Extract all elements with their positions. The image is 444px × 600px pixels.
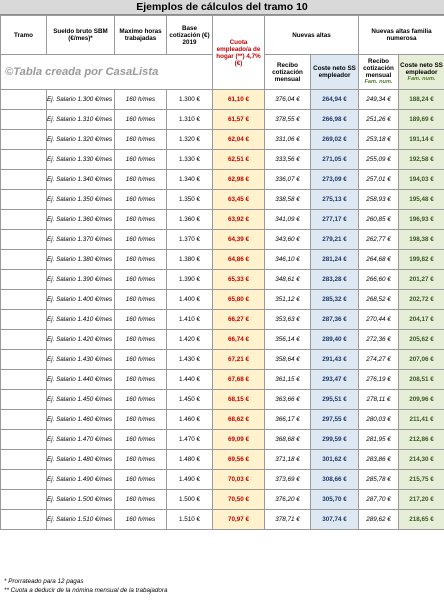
coste-fam-num-cell: 189,69 € — [399, 110, 444, 130]
hours-cell: 160 h/mes — [115, 130, 167, 150]
recibo-cotizacion-cell: 376,04 € — [265, 90, 311, 110]
coste-neto-cell: 287,36 € — [311, 310, 359, 330]
hours-cell: 160 h/mes — [115, 110, 167, 130]
cuota-empleado-cell: 69,09 € — [213, 430, 265, 450]
tramo-cell — [1, 190, 47, 210]
recibo-cotizacion-cell: 343,60 € — [265, 230, 311, 250]
hours-cell: 160 h/mes — [115, 150, 167, 170]
coste-neto-cell: 283,28 € — [311, 270, 359, 290]
footnote-2: ** Cuota a deducir de la nómina mensual de la trabajadora — [4, 587, 168, 594]
header-recibo-num-label: Recibo cotización mensual — [363, 58, 394, 79]
recibo-cotizacion-cell: 358,64 € — [265, 350, 311, 370]
coste-neto-cell: 271,05 € — [311, 150, 359, 170]
base-cotizacion-cell: 1.320 € — [167, 130, 213, 150]
salary-example-cell: Ej. Salario 1.510 €/mes — [47, 510, 115, 530]
table-row — [1, 230, 444, 250]
hours-cell: 160 h/mes — [115, 190, 167, 210]
hours-cell: 160 h/mes — [115, 250, 167, 270]
cuota-empleado-cell: 65,33 € — [213, 270, 265, 290]
hours-cell: 160 h/mes — [115, 170, 167, 190]
cuota-empleado-cell: 66,27 € — [213, 310, 265, 330]
coste-fam-num-cell: 207,06 € — [399, 350, 444, 370]
recibo-fam-num-cell: 264,68 € — [359, 250, 399, 270]
coste-fam-num-cell: 208,51 € — [399, 370, 444, 390]
header-horas: Maximo horas trabajadas — [115, 16, 167, 55]
salary-example-cell: Ej. Salario 1.330 €/mes — [47, 150, 115, 170]
recibo-cotizacion-cell: 378,55 € — [265, 110, 311, 130]
table-row — [1, 310, 444, 330]
coste-neto-cell: 285,32 € — [311, 290, 359, 310]
coste-fam-num-cell: 191,14 € — [399, 130, 444, 150]
header-coste: Coste neto SS empleador — [311, 55, 359, 90]
tramo-cell — [1, 370, 47, 390]
salary-example-cell: Ej. Salario 1.340 €/mes — [47, 170, 115, 190]
hours-cell: 160 h/mes — [115, 230, 167, 250]
recibo-cotizacion-cell: 371,18 € — [265, 450, 311, 470]
tramo-cell — [1, 290, 47, 310]
coste-neto-cell: 289,40 € — [311, 330, 359, 350]
coste-fam-num-cell: 204,17 € — [399, 310, 444, 330]
recibo-cotizacion-cell: 341,09 € — [265, 210, 311, 230]
table-row — [1, 210, 444, 230]
recibo-fam-num-cell: 276,19 € — [359, 370, 399, 390]
recibo-fam-num-cell: 260,85 € — [359, 210, 399, 230]
base-cotizacion-cell: 1.360 € — [167, 210, 213, 230]
base-cotizacion-cell: 1.410 € — [167, 310, 213, 330]
recibo-cotizacion-cell: 378,71 € — [265, 510, 311, 530]
recibo-cotizacion-cell: 336,07 € — [265, 170, 311, 190]
hours-cell: 160 h/mes — [115, 370, 167, 390]
base-cotizacion-cell: 1.330 € — [167, 150, 213, 170]
hours-cell: 160 h/mes — [115, 430, 167, 450]
coste-fam-num-cell: 215,75 € — [399, 470, 444, 490]
salary-example-cell: Ej. Salario 1.420 €/mes — [47, 330, 115, 350]
recibo-fam-num-cell: 268,52 € — [359, 290, 399, 310]
salary-example-cell: Ej. Salario 1.490 €/mes — [47, 470, 115, 490]
cuota-empleado-cell: 63,92 € — [213, 210, 265, 230]
hours-cell: 160 h/mes — [115, 490, 167, 510]
header-coste-num — [399, 55, 444, 90]
salary-example-cell: Ej. Salario 1.470 €/mes — [47, 430, 115, 450]
cuota-empleado-cell: 64,86 € — [213, 250, 265, 270]
tramo-cell — [1, 390, 47, 410]
table-row — [1, 330, 444, 350]
coste-fam-num-cell: 194,03 € — [399, 170, 444, 190]
hours-cell: 160 h/mes — [115, 290, 167, 310]
recibo-fam-num-cell: 258,93 € — [359, 190, 399, 210]
cuota-empleado-cell: 64,39 € — [213, 230, 265, 250]
tramo-cell — [1, 90, 47, 110]
recibo-fam-num-cell: 253,18 € — [359, 130, 399, 150]
header-tramo: Tramo — [1, 16, 47, 55]
tramo-cell — [1, 470, 47, 490]
cuota-empleado-cell: 67,68 € — [213, 370, 265, 390]
tramo-cell — [1, 110, 47, 130]
table-body — [1, 90, 444, 530]
coste-neto-cell: 277,17 € — [311, 210, 359, 230]
hours-cell: 160 h/mes — [115, 350, 167, 370]
base-cotizacion-cell: 1.380 € — [167, 250, 213, 270]
coste-neto-cell: 305,70 € — [311, 490, 359, 510]
salary-example-cell: Ej. Salario 1.390 €/mes — [47, 270, 115, 290]
recibo-fam-num-cell: 249,34 € — [359, 90, 399, 110]
tramo-cell — [1, 430, 47, 450]
tramo-cell — [1, 330, 47, 350]
hours-cell: 160 h/mes — [115, 510, 167, 530]
table-row — [1, 90, 444, 110]
recibo-cotizacion-cell: 366,17 € — [265, 410, 311, 430]
table-row — [1, 130, 444, 150]
cuota-empleado-cell: 66,74 € — [213, 330, 265, 350]
recibo-fam-num-cell: 266,60 € — [359, 270, 399, 290]
coste-fam-num-cell: 198,38 € — [399, 230, 444, 250]
coste-fam-num-cell: 205,62 € — [399, 330, 444, 350]
coste-fam-num-cell: 192,58 € — [399, 150, 444, 170]
hours-cell: 160 h/mes — [115, 450, 167, 470]
recibo-cotizacion-cell: 351,12 € — [265, 290, 311, 310]
base-cotizacion-cell: 1.440 € — [167, 370, 213, 390]
coste-fam-num-cell: 211,41 € — [399, 410, 444, 430]
salary-example-cell: Ej. Salario 1.300 €/mes — [47, 90, 115, 110]
coste-neto-cell: 264,94 € — [311, 90, 359, 110]
base-cotizacion-cell: 1.300 € — [167, 90, 213, 110]
coste-neto-cell: 293,47 € — [311, 370, 359, 390]
recibo-cotizacion-cell: 338,58 € — [265, 190, 311, 210]
coste-neto-cell: 266,98 € — [311, 110, 359, 130]
recibo-cotizacion-cell: 353,63 € — [265, 310, 311, 330]
salary-example-cell: Ej. Salario 1.310 €/mes — [47, 110, 115, 130]
coste-neto-cell: 281,24 € — [311, 250, 359, 270]
header-nuevas-altas-familia-numerosa: Nuevas altas familia numerosa — [359, 16, 444, 55]
base-cotizacion-cell: 1.310 € — [167, 110, 213, 130]
recibo-fam-num-cell: 283,86 € — [359, 450, 399, 470]
base-cotizacion-cell: 1.480 € — [167, 450, 213, 470]
hours-cell: 160 h/mes — [115, 410, 167, 430]
hours-cell: 160 h/mes — [115, 270, 167, 290]
coste-neto-cell: 275,13 € — [311, 190, 359, 210]
coste-fam-num-cell: 188,24 € — [399, 90, 444, 110]
cuota-empleado-cell: 68,62 € — [213, 410, 265, 430]
coste-neto-cell: 279,21 € — [311, 230, 359, 250]
coste-neto-cell: 301,62 € — [311, 450, 359, 470]
recibo-cotizacion-cell: 331,06 € — [265, 130, 311, 150]
tramo-cell — [1, 310, 47, 330]
tramo-cell — [1, 150, 47, 170]
tramo-cell — [1, 350, 47, 370]
tramo-cell — [1, 510, 47, 530]
tramo-cell — [1, 230, 47, 250]
salary-example-cell: Ej. Salario 1.450 €/mes — [47, 390, 115, 410]
cuota-empleado-cell: 70,97 € — [213, 510, 265, 530]
salary-example-cell: Ej. Salario 1.480 €/mes — [47, 450, 115, 470]
coste-fam-num-cell: 196,93 € — [399, 210, 444, 230]
base-cotizacion-cell: 1.500 € — [167, 490, 213, 510]
header-coste-num-label: Coste neto SS empleador — [400, 61, 443, 76]
footnote-1: * Prorrateado para 12 pagas — [4, 578, 84, 585]
base-cotizacion-cell: 1.340 € — [167, 170, 213, 190]
salary-example-cell: Ej. Salario 1.320 €/mes — [47, 130, 115, 150]
coste-neto-cell: 273,09 € — [311, 170, 359, 190]
recibo-fam-num-cell: 272,36 € — [359, 330, 399, 350]
tramo-cell — [1, 450, 47, 470]
table-row — [1, 510, 444, 530]
base-cotizacion-cell: 1.420 € — [167, 330, 213, 350]
cuota-empleado-cell: 67,21 € — [213, 350, 265, 370]
cuota-empleado-cell: 70,03 € — [213, 470, 265, 490]
base-cotizacion-cell: 1.450 € — [167, 390, 213, 410]
tramo-cell — [1, 490, 47, 510]
coste-neto-cell: 297,55 € — [311, 410, 359, 430]
table-row — [1, 490, 444, 510]
salary-example-cell: Ej. Salario 1.410 €/mes — [47, 310, 115, 330]
recibo-fam-num-cell: 257,01 € — [359, 170, 399, 190]
recibo-fam-num-cell: 270,44 € — [359, 310, 399, 330]
salary-example-cell: Ej. Salario 1.500 €/mes — [47, 490, 115, 510]
table-row — [1, 470, 444, 490]
table-row — [1, 110, 444, 130]
coste-fam-num-cell: 199,82 € — [399, 250, 444, 270]
base-cotizacion-cell: 1.510 € — [167, 510, 213, 530]
cuota-empleado-cell: 62,04 € — [213, 130, 265, 150]
header-base: Base cotización (€) 2019 — [167, 16, 213, 55]
recibo-cotizacion-cell: 333,56 € — [265, 150, 311, 170]
header-recibo-num — [359, 55, 399, 90]
table-row — [1, 390, 444, 410]
recibo-cotizacion-cell: 356,14 € — [265, 330, 311, 350]
hours-cell: 160 h/mes — [115, 90, 167, 110]
cuota-empleado-cell: 63,45 € — [213, 190, 265, 210]
base-cotizacion-cell: 1.430 € — [167, 350, 213, 370]
recibo-cotizacion-cell: 348,61 € — [265, 270, 311, 290]
footnotes — [4, 577, 440, 595]
sheet-title: Ejemplos de cálculos del tramo 10 — [0, 0, 444, 15]
salary-example-cell: Ej. Salario 1.350 €/mes — [47, 190, 115, 210]
recibo-cotizacion-cell: 346,10 € — [265, 250, 311, 270]
recibo-cotizacion-cell: 361,15 € — [265, 370, 311, 390]
table-row — [1, 450, 444, 470]
coste-fam-num-cell: 212,86 € — [399, 430, 444, 450]
base-cotizacion-cell: 1.460 € — [167, 410, 213, 430]
header-cuota: Cuota empleado/a de hogar (**) 4,7% (€) — [213, 16, 265, 90]
table-row — [1, 190, 444, 210]
recibo-cotizacion-cell: 363,66 € — [265, 390, 311, 410]
coste-fam-num-cell: 218,65 € — [399, 510, 444, 530]
recibo-fam-num-cell: 278,11 € — [359, 390, 399, 410]
hours-cell: 160 h/mes — [115, 210, 167, 230]
recibo-fam-num-cell: 280,03 € — [359, 410, 399, 430]
hours-cell: 160 h/mes — [115, 310, 167, 330]
cuota-empleado-cell: 61,57 € — [213, 110, 265, 130]
header-recibo: Recibo cotización mensual — [265, 55, 311, 90]
table-row — [1, 270, 444, 290]
recibo-fam-num-cell: 281,95 € — [359, 430, 399, 450]
coste-fam-num-cell: 209,96 € — [399, 390, 444, 410]
tramo-cell — [1, 410, 47, 430]
tramo-cell — [1, 270, 47, 290]
hours-cell: 160 h/mes — [115, 470, 167, 490]
coste-neto-cell: 269,02 € — [311, 130, 359, 150]
recibo-cotizacion-cell: 368,68 € — [265, 430, 311, 450]
coste-fam-num-cell: 201,27 € — [399, 270, 444, 290]
fam-num-label-2: Fam. num. — [407, 75, 436, 82]
recibo-fam-num-cell: 274,27 € — [359, 350, 399, 370]
cuota-empleado-cell: 62,98 € — [213, 170, 265, 190]
tramo-cell — [1, 130, 47, 150]
table-row — [1, 370, 444, 390]
salary-example-cell: Ej. Salario 1.460 €/mes — [47, 410, 115, 430]
base-cotizacion-cell: 1.470 € — [167, 430, 213, 450]
coste-neto-cell: 295,51 € — [311, 390, 359, 410]
tramo-cell — [1, 170, 47, 190]
cuota-empleado-cell: 70,50 € — [213, 490, 265, 510]
table-row — [1, 250, 444, 270]
coste-neto-cell: 299,59 € — [311, 430, 359, 450]
recibo-fam-num-cell: 289,62 € — [359, 510, 399, 530]
table-row — [1, 350, 444, 370]
salary-example-cell: Ej. Salario 1.430 €/mes — [47, 350, 115, 370]
table-row — [1, 410, 444, 430]
tramo-cell — [1, 210, 47, 230]
salary-example-cell: Ej. Salario 1.360 €/mes — [47, 210, 115, 230]
fam-num-label: Fam. num. — [364, 79, 393, 85]
calculation-table — [0, 15, 444, 530]
salary-example-cell: Ej. Salario 1.370 €/mes — [47, 230, 115, 250]
coste-neto-cell: 291,43 € — [311, 350, 359, 370]
watermark: ©Tabla creada por CasaLista — [1, 55, 213, 90]
salary-example-cell: Ej. Salario 1.440 €/mes — [47, 370, 115, 390]
cuota-empleado-cell: 69,56 € — [213, 450, 265, 470]
recibo-fam-num-cell: 287,70 € — [359, 490, 399, 510]
coste-neto-cell: 307,74 € — [311, 510, 359, 530]
coste-fam-num-cell: 202,72 € — [399, 290, 444, 310]
hours-cell: 160 h/mes — [115, 330, 167, 350]
cuota-empleado-cell: 61,10 € — [213, 90, 265, 110]
cuota-empleado-cell: 65,80 € — [213, 290, 265, 310]
header-nuevas-altas: Nuevas altas — [265, 16, 359, 55]
base-cotizacion-cell: 1.370 € — [167, 230, 213, 250]
cuota-empleado-cell: 68,15 € — [213, 390, 265, 410]
recibo-fam-num-cell: 262,77 € — [359, 230, 399, 250]
base-cotizacion-cell: 1.390 € — [167, 270, 213, 290]
salary-example-cell: Ej. Salario 1.380 €/mes — [47, 250, 115, 270]
table-row — [1, 150, 444, 170]
coste-fam-num-cell: 195,48 € — [399, 190, 444, 210]
base-cotizacion-cell: 1.400 € — [167, 290, 213, 310]
header-sueldo: Sueldo bruto SBM (€/mes)* — [47, 16, 115, 55]
table-row — [1, 290, 444, 310]
recibo-fam-num-cell: 251,26 € — [359, 110, 399, 130]
coste-neto-cell: 308,66 € — [311, 470, 359, 490]
hours-cell: 160 h/mes — [115, 390, 167, 410]
coste-fam-num-cell: 217,20 € — [399, 490, 444, 510]
recibo-cotizacion-cell: 373,69 € — [265, 470, 311, 490]
table-row — [1, 170, 444, 190]
tramo-cell — [1, 250, 47, 270]
recibo-fam-num-cell: 285,78 € — [359, 470, 399, 490]
base-cotizacion-cell: 1.490 € — [167, 470, 213, 490]
table-row — [1, 430, 444, 450]
recibo-cotizacion-cell: 376,20 € — [265, 490, 311, 510]
coste-fam-num-cell: 214,30 € — [399, 450, 444, 470]
cuota-empleado-cell: 62,51 € — [213, 150, 265, 170]
base-cotizacion-cell: 1.350 € — [167, 190, 213, 210]
recibo-fam-num-cell: 255,09 € — [359, 150, 399, 170]
salary-example-cell: Ej. Salario 1.400 €/mes — [47, 290, 115, 310]
